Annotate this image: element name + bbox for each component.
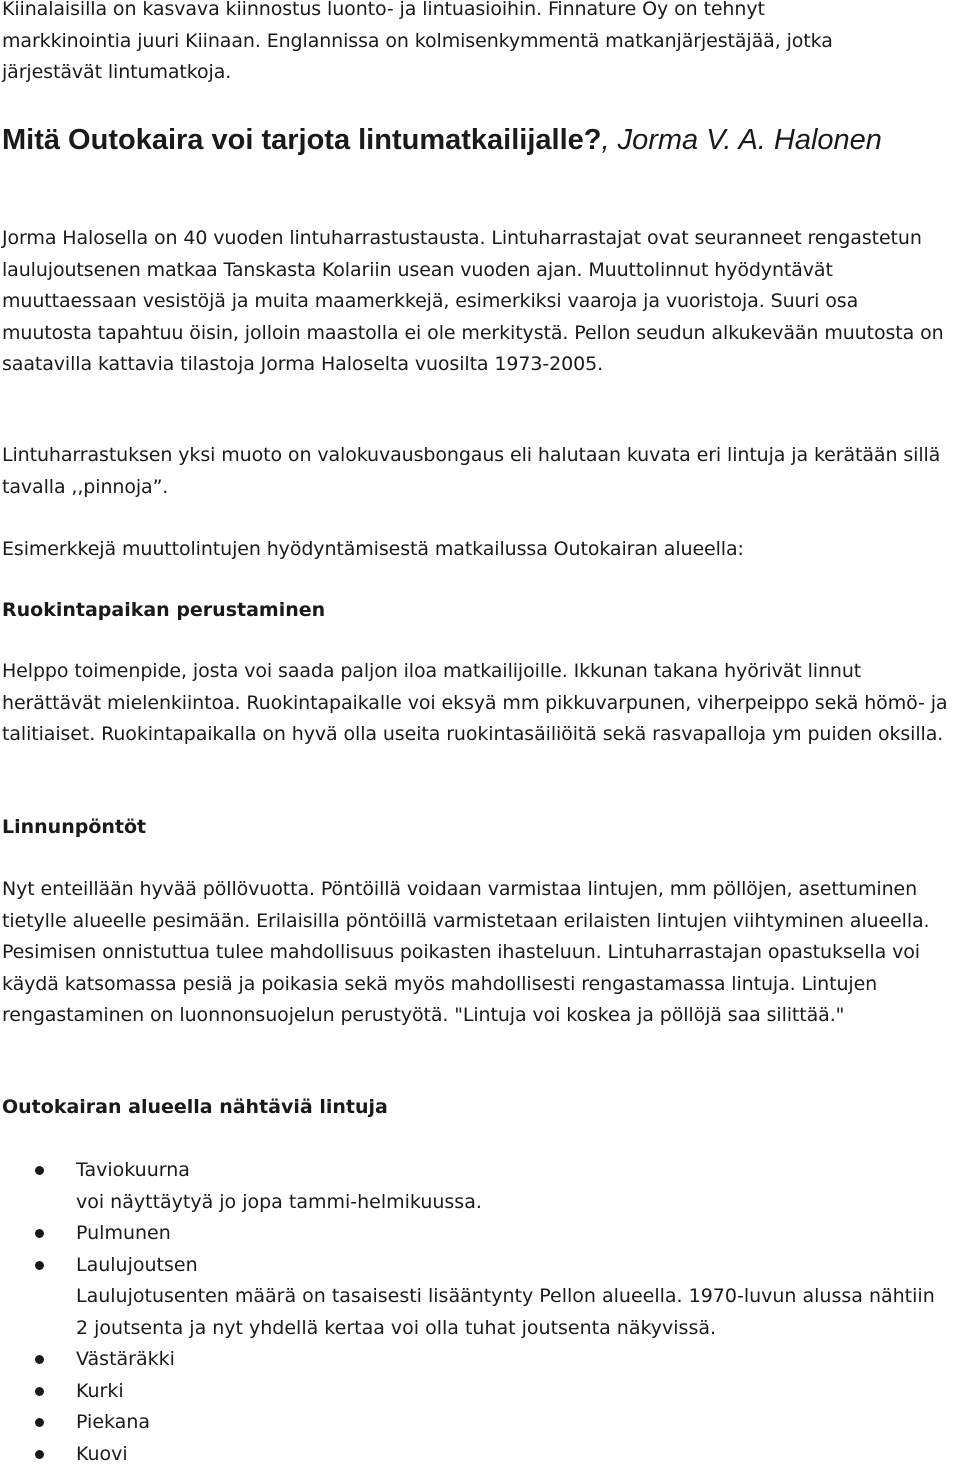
bird-name: Kurki (76, 1380, 124, 1402)
bullet-icon (35, 1166, 44, 1175)
intro-line-2: markkinointia juuri Kiinaan. Englannissa on kolmisenkymmentä matkanjärjestäjää, jotka (2, 30, 833, 52)
bird-name: Pulmunen (76, 1222, 171, 1244)
list-item (0, 1344, 950, 1376)
intro-paragraph (2, 0, 952, 89)
bird-name: Västäräkki (76, 1348, 175, 1370)
bird-note: voi näyttäytyä jo jopa tammi-helmikuussa. (76, 1187, 950, 1219)
list-item (0, 1376, 950, 1408)
list-item (0, 1218, 950, 1250)
bird-name: Taviokuurna (76, 1159, 190, 1181)
bird-note: Laulujotusenten määrä on tasaisesti lisääntynty Pellon alueella. 1970-luvun alussa nähtiin 2 joutsenta ja nyt yhdellä kertaa voi olla tuhat joutsenta näkyvissä. (76, 1281, 950, 1344)
bird-name: Piekana (76, 1411, 150, 1433)
bullet-icon (35, 1355, 44, 1364)
heading-feeding-station: Ruokintapaikan perustaminen (2, 595, 325, 627)
paragraph-background: Jorma Halosella on 40 vuoden lintuharrastustausta. Lintuharrastajat ovat seuranneet rengastetun laulujoutsenen matkaa Tanskasta Kolariin usean vuoden ajan. Muuttolinnut hyödyntävät muuttaessaan vesistöjä ja muita maamerkkejä, esimerkiksi vaaroja ja vuoristoja. Suuri osa muutosta tapahtuu öisin, jolloin maastolla ei ole merkitystä. Pellon seudun alkukevään muutosta on saatavilla kattavia tilastoja Jorma Haloselta vuosilta 1973-2005. (2, 223, 952, 381)
list-item (0, 1155, 950, 1218)
bullet-icon (35, 1418, 44, 1427)
bullet-icon (35, 1229, 44, 1238)
paragraph-photo-birding: Lintuharrastuksen yksi muoto on valokuvausbongaus eli halutaan kuvata eri lintuja ja kerätään sillä tavalla ,,pinnoja”. (2, 440, 952, 503)
list-item (0, 1439, 950, 1470)
intro-line-3: järjestävät lintumatkoja. (2, 61, 231, 83)
paragraph-examples-intro: Esimerkkejä muuttolintujen hyödyntämisestä matkailussa Outokairan alueella: (2, 534, 952, 566)
paragraph-feeding-station: Helppo toimenpide, josta voi saada paljon iloa matkailijoille. Ikkunan takana hyörivät linnut herättävät mielenkiintoa. Ruokintapaikalle voi eksyä mm pikkuvarpunen, viherpeippo sekä hömö- ja talitiaiset. Ruokintapaikalla on hyvä olla useita ruokintasäiliöitä sekä rasvapalloja ym puiden oksilla. (2, 656, 952, 751)
article-title (2, 120, 952, 160)
intro-line-1: Kiinalaisilla on kasvava kiinnostus luonto- ja lintuasioihin. Finnature Oy on tehnyt (2, 0, 765, 20)
heading-nest-boxes: Linnunpöntöt (2, 812, 146, 844)
bullet-icon (35, 1387, 44, 1396)
list-item (0, 1250, 950, 1345)
bird-name: Laulujoutsen (76, 1254, 198, 1276)
article-title-author: , Jorma V. A. Halonen (601, 124, 881, 156)
article-title-main: Mitä Outokaira voi tarjota lintumatkailijalle? (2, 124, 601, 156)
list-item (0, 1407, 950, 1439)
heading-bird-list: Outokairan alueella nähtäviä lintuja (2, 1092, 388, 1124)
bullet-icon (35, 1261, 44, 1270)
bird-list (0, 1155, 950, 1470)
paragraph-nest-boxes: Nyt enteillään hyvää pöllövuotta. Pöntöillä voidaan varmistaa lintujen, mm pöllöjen, asettuminen tietylle alueelle pesimään. Erilaisilla pöntöillä varmistetaan erilaisten lintujen viihtyminen alueella. Pesimisen onnistuttua tulee mahdollisuus poikasten ihasteluun. Lintuharrastajan opastuksella voi käydä katsomassa pesiä ja poikasia sekä myös mahdollisesti rengastamassa lintuja. Lintujen rengastaminen on luonnonsuojelun perustyötä. "Lintuja voi koskea ja pöllöjä saa silittää." (2, 874, 952, 1032)
bullet-icon (35, 1450, 44, 1459)
bird-name: Kuovi (76, 1443, 128, 1465)
